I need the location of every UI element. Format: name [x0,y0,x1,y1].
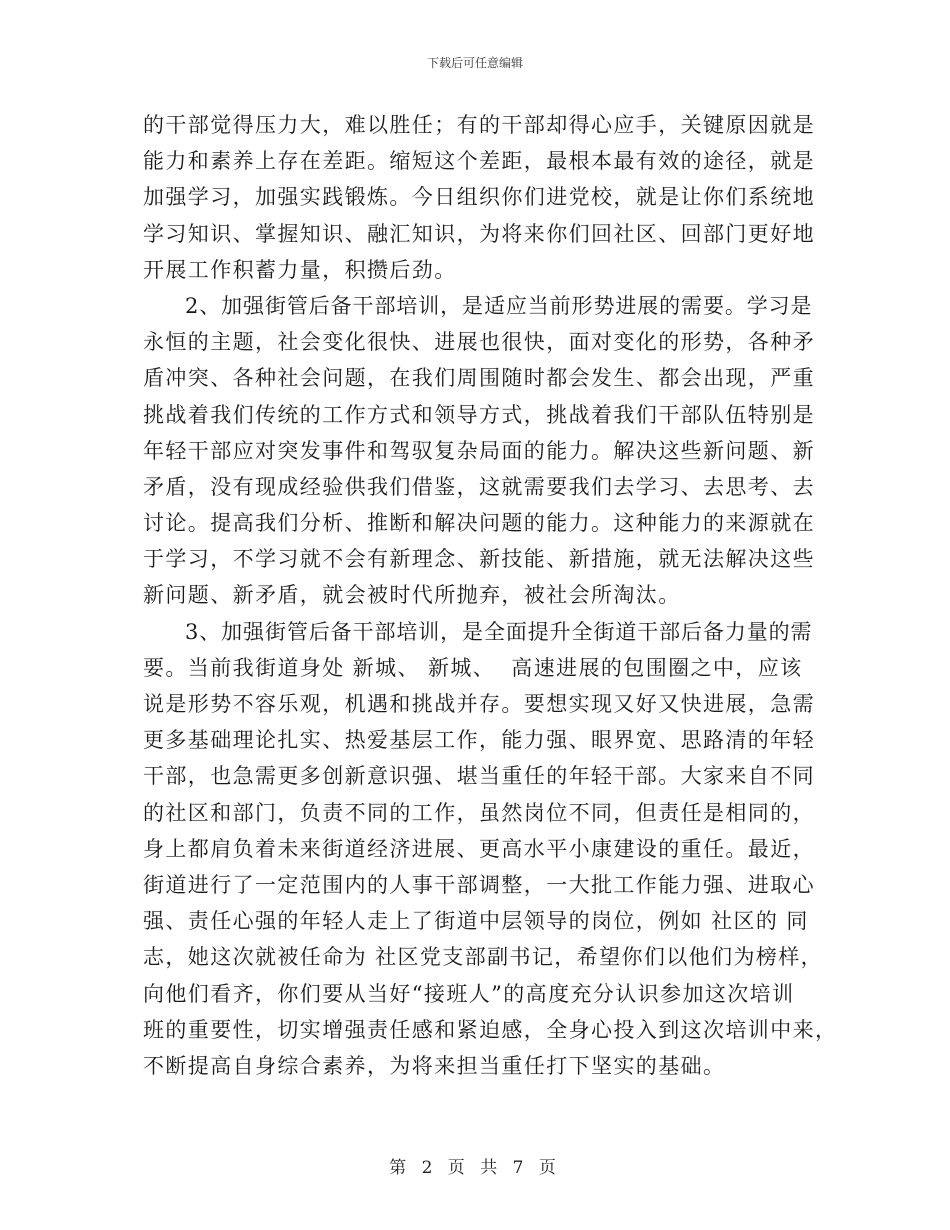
text-line: 身上都肩负着未来街道经济进展、更高水平小康建设的重任。最近， [143,836,815,861]
text-line: 矛盾，没有现成经验供我们借鉴，这就需要我们去学习、去思考、去 [143,474,815,499]
text-line: 要。当前我街道身处 新城、 新城、 高速进展的包围圈之中，应该 [143,655,803,680]
text-line: 加强学习，加强实践锻炼。今日组织你们进党校，就是让你们系统地 [143,185,815,210]
text-line: 不断提高自身综合素养，为将来担当重任打下坚实的基础。 [143,1053,726,1078]
text-line: 年轻干部应对突发事件和驾驭复杂局面的能力。解决这些新问题、新 [143,438,815,463]
text-line: 街道进行了一定范围内的人事干部调整，一大批工作能力强、进取心 [143,872,815,897]
text-line: 于学习，不学习就不会有新理念、新技能、新措施，就无法解决这些 [143,547,815,572]
text-line: 的干部觉得压力大，难以胜任；有的干部却得心应手，关键原因就是 [143,113,815,137]
paragraph-2-start: 2、加强街管后备干部培训，是适应当前形势进展的需要。学习是 [185,293,813,318]
text-line: 说是形势不容乐观，机遇和挑战并存。要想实现又好又快进展，急需 [143,692,815,716]
text-line: 讨论。提高我们分析、推断和解决问题的能力。这种能力的来源就在 [143,511,815,536]
text-line: 能力和素养上存在差距。缩短这个差距，最根本最有效的途径，就是 [143,149,815,174]
text-line: 更多基础理论扎实、热爱基层工作，能力强、眼界宽、思路清的年轻 [143,728,815,753]
document-body [143,107,838,1084]
text-line: 盾冲突、各种社会问题，在我们周围随时都会发生、都会出现，严重 [143,366,815,391]
page-number-footer: 第 2 页 共 7 页 [389,1158,561,1178]
text-line: 向他们看齐，你们要从当好“接班人”的高度充分认识参加这次培训 [143,981,795,1006]
text-line: 开展工作积蓄力量，积攒后劲。 [143,257,457,282]
text-line: 志，她这次就被任命为 社区党支部副书记，希望你们以他们为榜样， [143,945,824,970]
text-line: 永恒的主题，社会变化很快、进展也很快，面对变化的形势，各种矛 [143,330,815,355]
text-line: 干部，也急需更多创新意识强、堪当重任的年轻干部。大家来自不同 [143,764,815,789]
page-header: 下载后可任意编辑 [426,56,523,70]
text-line: 的社区和部门，负责不同的工作，虽然岗位不同，但责任是相同的， [143,800,815,825]
text-line: 学习知识、掌握知识、融汇知识，为将来你们回社区、回部门更好地 [143,221,815,246]
text-line: 强、责任心强的年轻人走上了街道中层领导的岗位，例如 社区的 同 [143,909,809,934]
text-line: 挑战着我们传统的工作方式和领导方式，挑战着我们干部队伍特别是 [143,402,815,427]
text-line: 班的重要性，切实增强责任感和紧迫感，全身心投入到这次培训中来， [143,1017,838,1042]
paragraph-3-start: 3、加强街管后备干部培训，是全面提升全街道干部后备力量的需 [185,619,813,644]
text-line: 新问题、新矛盾，就会被时代所抛弃，被社会所淘汰。 [143,583,681,608]
